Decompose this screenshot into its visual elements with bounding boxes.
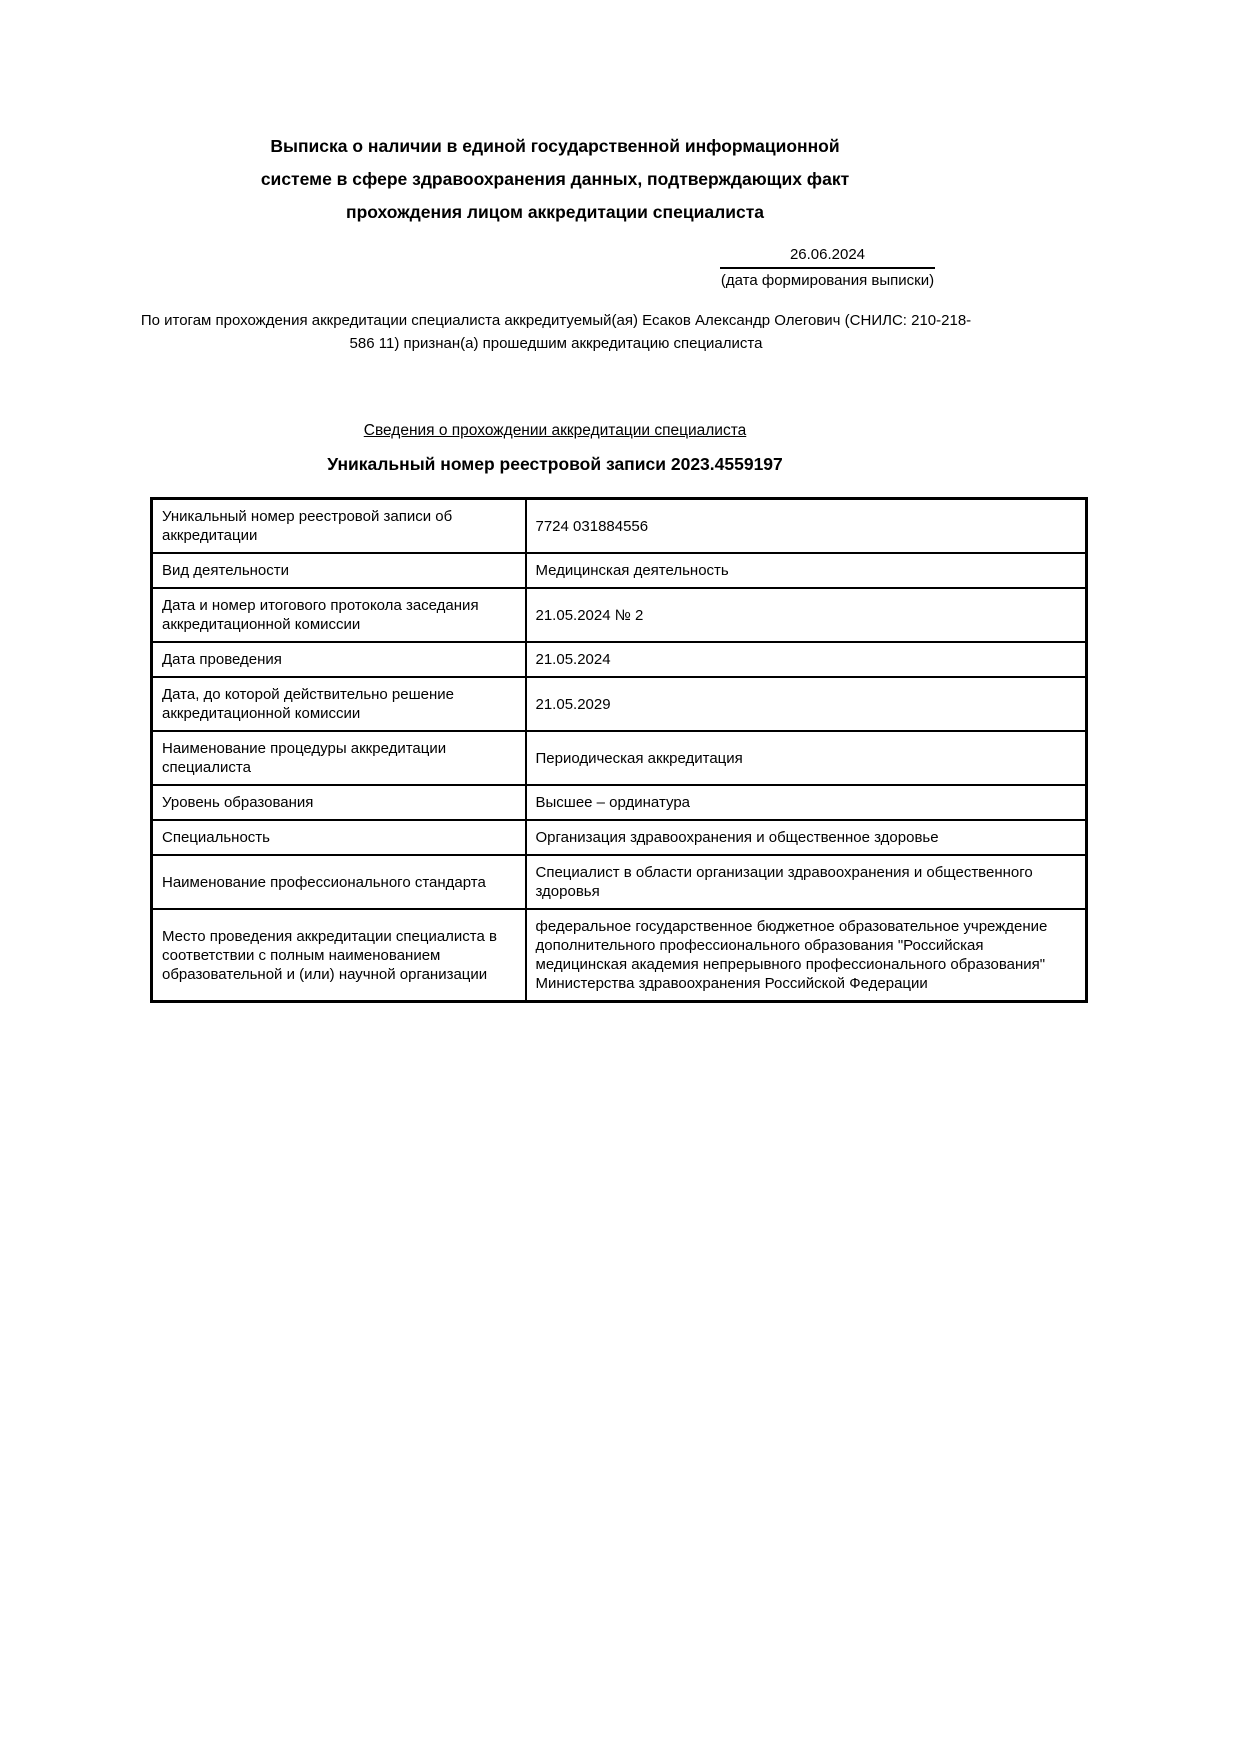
row-value: 21.05.2024 № 2 [526, 588, 1087, 642]
table-row [152, 731, 1087, 785]
row-label: Наименование профессионального стандарта [152, 855, 526, 909]
row-label: Уровень образования [152, 785, 526, 820]
document-title-line: системе в сфере здравоохранения данных, подтверждающих факт [260, 169, 850, 189]
table-row [152, 909, 1087, 1002]
row-label: Уникальный номер реестровой записи об аккредитации [152, 499, 526, 554]
table-row [152, 820, 1087, 855]
table-row [152, 785, 1087, 820]
row-label: Наименование процедуры аккредитации специалиста [152, 731, 526, 785]
table-row [152, 855, 1087, 909]
registry-heading: Уникальный номер реестровой записи 2023.4559197 [327, 454, 783, 474]
row-value: 21.05.2024 [526, 642, 1087, 677]
row-value: 21.05.2029 [526, 677, 1087, 731]
row-value: Медицинская деятельность [526, 553, 1087, 588]
row-label: Дата, до которой действительно решение аккредитационной комиссии [152, 677, 526, 731]
row-label: Специальность [152, 820, 526, 855]
table-row [152, 642, 1087, 677]
row-value: Высшее – ординатура [526, 785, 1087, 820]
extract-date-block [720, 246, 935, 290]
row-label: Вид деятельности [152, 553, 526, 588]
table-row [152, 677, 1087, 731]
document-title-line: прохождения лицом аккредитации специалиста [346, 202, 764, 222]
row-value: Специалист в области организации здравоохранения и общественного здоровья [526, 855, 1087, 909]
extract-date-caption: (дата формирования выписки) [720, 272, 935, 289]
table-row [152, 588, 1087, 642]
table-row [152, 553, 1087, 588]
intro-paragraph: По итогам прохождения аккредитации специалиста аккредитуемый(ая) Есаков Александр Олегович (СНИЛС: 210-218-586 11) признан(а) прошедшим аккредитацию специалиста [140, 312, 972, 352]
table-row [152, 499, 1087, 554]
row-value: Периодическая аккредитация [526, 731, 1087, 785]
section-heading: Сведения о прохождении аккредитации специалиста [363, 422, 747, 439]
document-title [140, 130, 970, 229]
row-label: Место проведения аккредитации специалиста в соответствии с полным наименованием образовательной и (или) научной организации [152, 909, 526, 1002]
row-value: Организация здравоохранения и общественное здоровье [526, 820, 1087, 855]
row-value: федеральное государственное бюджетное образовательное учреждение дополнительного профессионального образования "Российская медицинская академия непрерывного профессионального образования" Министерства здравоохранения Российской Федерации [526, 909, 1087, 1002]
row-value: 7724 031884556 [526, 499, 1087, 554]
extract-date: 26.06.2024 [720, 246, 935, 269]
row-label: Дата и номер итогового протокола заседания аккредитационной комиссии [152, 588, 526, 642]
accreditation-table [150, 497, 1088, 1003]
document-title-line: Выписка о наличии в единой государственной информационной [270, 136, 840, 156]
row-label: Дата проведения [152, 642, 526, 677]
